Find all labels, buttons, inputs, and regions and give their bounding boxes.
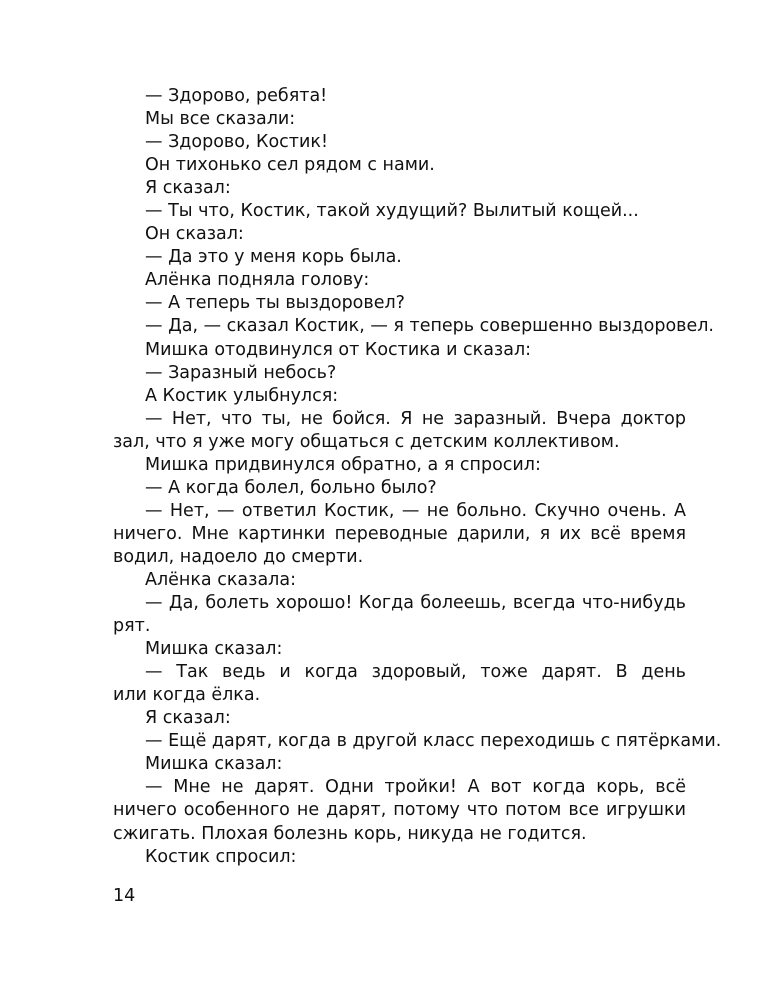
paragraph	[113, 85, 686, 108]
text-line: Мишка отодвинулся от Костика и сказал:	[145, 339, 532, 360]
text-line: или когда ёлка.	[113, 685, 261, 706]
paragraph	[113, 385, 686, 408]
text-line: — Нет, что ты, не бойся. Я не заразный. Вчера доктор	[145, 408, 686, 429]
paragraph	[113, 454, 686, 477]
paragraph	[113, 108, 686, 131]
text-line: Алёнка подняла голову:	[145, 270, 370, 291]
text-line: — Здорово, ребята!	[145, 86, 328, 106]
paragraph	[113, 592, 686, 638]
text-line: Мишка сказал:	[145, 639, 283, 660]
text-line: ничего. Мне картинки переводные дарили, я их всё время	[113, 523, 686, 544]
text-line: — Ты что, Костик, такой худущий? Вылитый кощей...	[145, 201, 639, 222]
paragraph	[113, 223, 686, 246]
text-line: — А теперь ты выздоровел?	[145, 293, 405, 314]
text-line: рят.	[113, 616, 151, 637]
text-line: Я сказал:	[145, 708, 231, 729]
paragraph	[113, 776, 686, 845]
text-line: — Да это у меня корь была.	[145, 247, 402, 268]
text-line: Он сказал:	[145, 224, 244, 245]
paragraph	[113, 753, 686, 776]
text-line: — Здорово, Костик!	[145, 132, 328, 153]
paragraph	[113, 661, 686, 707]
text-line: водил, надоело до смерти.	[113, 546, 364, 567]
paragraph	[113, 339, 686, 362]
paragraph	[113, 200, 686, 223]
paragraph	[113, 638, 686, 661]
text-line: А Костик улыбнулся:	[145, 385, 339, 406]
paragraph	[113, 569, 686, 592]
text-line: — Да, — сказал Костик, — я теперь совершенно выздоровел.	[145, 316, 714, 337]
text-line: Мы все сказали:	[145, 109, 296, 130]
paragraph	[113, 477, 686, 500]
paragraph	[113, 408, 686, 454]
paragraph	[113, 246, 686, 269]
paragraph	[113, 154, 686, 177]
text-line: Алёнка сказала:	[145, 569, 296, 590]
paragraph	[113, 315, 714, 338]
text-line: Костик спросил:	[145, 846, 297, 867]
text-line: — Да, болеть хорошо! Когда болеешь, всегда что-нибудь	[145, 593, 686, 614]
text-line: — А когда болел, больно было?	[145, 477, 437, 498]
page-body-text	[113, 85, 722, 869]
text-line: Мишка придвинулся обратно, а я спросил:	[145, 454, 541, 475]
paragraph	[113, 730, 722, 753]
paragraph	[113, 292, 686, 315]
text-line: — Мне не дарят. Одни тройки! А вот когда корь, всё	[145, 777, 686, 798]
paragraph	[113, 269, 686, 292]
text-line: — Нет, — ответил Костик, — не больно. Скучно очень. А	[145, 500, 686, 521]
text-line: ничего особенного не дарят, потому что потом все игрушки	[113, 800, 686, 821]
paragraph	[113, 707, 686, 730]
page-number: 14	[113, 886, 136, 906]
text-line: — Заразный небось?	[145, 362, 337, 383]
text-line: Мишка сказал:	[145, 754, 283, 775]
text-line: Я сказал:	[145, 178, 231, 199]
text-line: — Ещё дарят, когда в другой класс переходишь с пятёрками.	[145, 731, 722, 752]
text-line: — Так ведь и когда здоровый, тоже дарят. В день	[145, 662, 686, 683]
text-line: зал, что я уже могу общаться с детским коллективом.	[113, 431, 620, 452]
paragraph	[113, 362, 686, 385]
text-line: сжигать. Плохая болезнь корь, никуда не годится.	[113, 823, 587, 844]
paragraph	[113, 177, 686, 200]
text-line: Он тихонько сел рядом с нами.	[145, 155, 435, 176]
paragraph	[113, 131, 686, 154]
paragraph	[113, 500, 686, 569]
paragraph	[113, 846, 686, 869]
